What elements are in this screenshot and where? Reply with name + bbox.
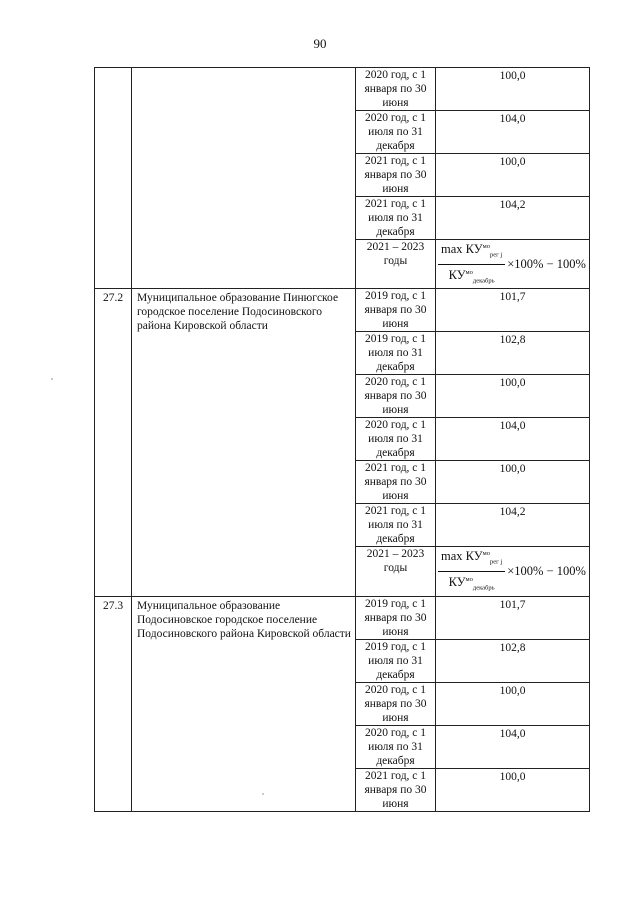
value-cell: 102,8 xyxy=(436,332,590,375)
period-cell: 2019 год, с 1 июля по 31 декабря xyxy=(356,332,436,375)
row-number: 27.3 xyxy=(95,596,132,811)
period-cell: 2021 год, с 1 января по 30 июня xyxy=(356,154,436,197)
municipality-name xyxy=(132,68,356,289)
period-cell: 2021 год, с 1 января по 30 июня xyxy=(356,768,436,811)
formula-den-sup: мо xyxy=(465,268,473,276)
period-cell: 2020 год, с 1 января по 30 июня xyxy=(356,68,436,111)
formula-den-sup: мо xyxy=(465,575,473,583)
period-cell: 2020 год, с 1 июля по 31 декабря xyxy=(356,725,436,768)
period-cell: 2019 год, с 1 января по 30 июня xyxy=(356,289,436,332)
value-cell: 100,0 xyxy=(436,154,590,197)
page-number: 90 xyxy=(313,36,327,51)
period-cell: 2019 год, с 1 июля по 31 декабря xyxy=(356,639,436,682)
formula-num-sub: рег j xyxy=(489,558,503,566)
formula-cell xyxy=(436,240,590,289)
value-cell: 101,7 xyxy=(436,596,590,639)
table-row xyxy=(95,596,590,639)
formula-numerator: max КУ xyxy=(441,242,483,257)
formula-cell xyxy=(436,547,590,596)
table-row xyxy=(95,68,590,111)
municipality-name: Муниципальное образование Подосиновское городское поселение Подосиновского района Кировской области xyxy=(132,596,356,811)
formula-denominator: КУ xyxy=(448,575,466,590)
formula-tail: ×100% − 100% xyxy=(507,257,586,272)
value-cell: 100,0 xyxy=(436,68,590,111)
value-cell: 104,0 xyxy=(436,725,590,768)
value-cell: 104,0 xyxy=(436,418,590,461)
period-cell: 2021 год, с 1 января по 30 июня xyxy=(356,461,436,504)
value-cell: 102,8 xyxy=(436,639,590,682)
period-cell: 2020 год, с 1 июля по 31 декабря xyxy=(356,111,436,154)
value-cell: 100,0 xyxy=(436,375,590,418)
period-cell: 2020 год, с 1 января по 30 июня xyxy=(356,682,436,725)
period-cell: 2020 год, с 1 июля по 31 декабря xyxy=(356,418,436,461)
formula-den-sub: декабрь xyxy=(472,584,495,592)
index-formula xyxy=(438,547,587,595)
municipality-name: Муниципальное образование Пинюгское городское поселение Подосиновского района Кировской области xyxy=(132,289,356,596)
formula-denominator: КУ xyxy=(448,267,466,282)
value-cell: 104,2 xyxy=(436,504,590,547)
period-cell: 2021 год, с 1 июля по 31 декабря xyxy=(356,197,436,240)
value-cell: 104,2 xyxy=(436,197,590,240)
period-cell: 2021 – 2023 годы xyxy=(356,240,436,289)
period-cell: 2019 год, с 1 января по 30 июня xyxy=(356,596,436,639)
formula-tail: ×100% − 100% xyxy=(507,564,586,579)
period-cell: 2021 год, с 1 июля по 31 декабря xyxy=(356,504,436,547)
formula-num-sup: мо xyxy=(482,550,490,558)
value-cell: 100,0 xyxy=(436,682,590,725)
scan-speck xyxy=(262,793,264,795)
value-cell: 100,0 xyxy=(436,768,590,811)
value-cell: 100,0 xyxy=(436,461,590,504)
formula-numerator: max КУ xyxy=(441,549,483,564)
tariff-table xyxy=(94,67,590,812)
period-cell: 2021 – 2023 годы xyxy=(356,547,436,596)
formula-num-sub: рег j xyxy=(489,251,503,259)
row-number: 27.2 xyxy=(95,289,132,596)
value-cell: 101,7 xyxy=(436,289,590,332)
value-cell: 104,0 xyxy=(436,111,590,154)
formula-num-sup: мо xyxy=(482,243,490,250)
row-number xyxy=(95,68,132,289)
scan-speck xyxy=(51,378,53,380)
index-formula xyxy=(438,240,587,288)
table-row xyxy=(95,289,590,332)
formula-den-sub: декабрь xyxy=(472,277,495,285)
period-cell: 2020 год, с 1 января по 30 июня xyxy=(356,375,436,418)
